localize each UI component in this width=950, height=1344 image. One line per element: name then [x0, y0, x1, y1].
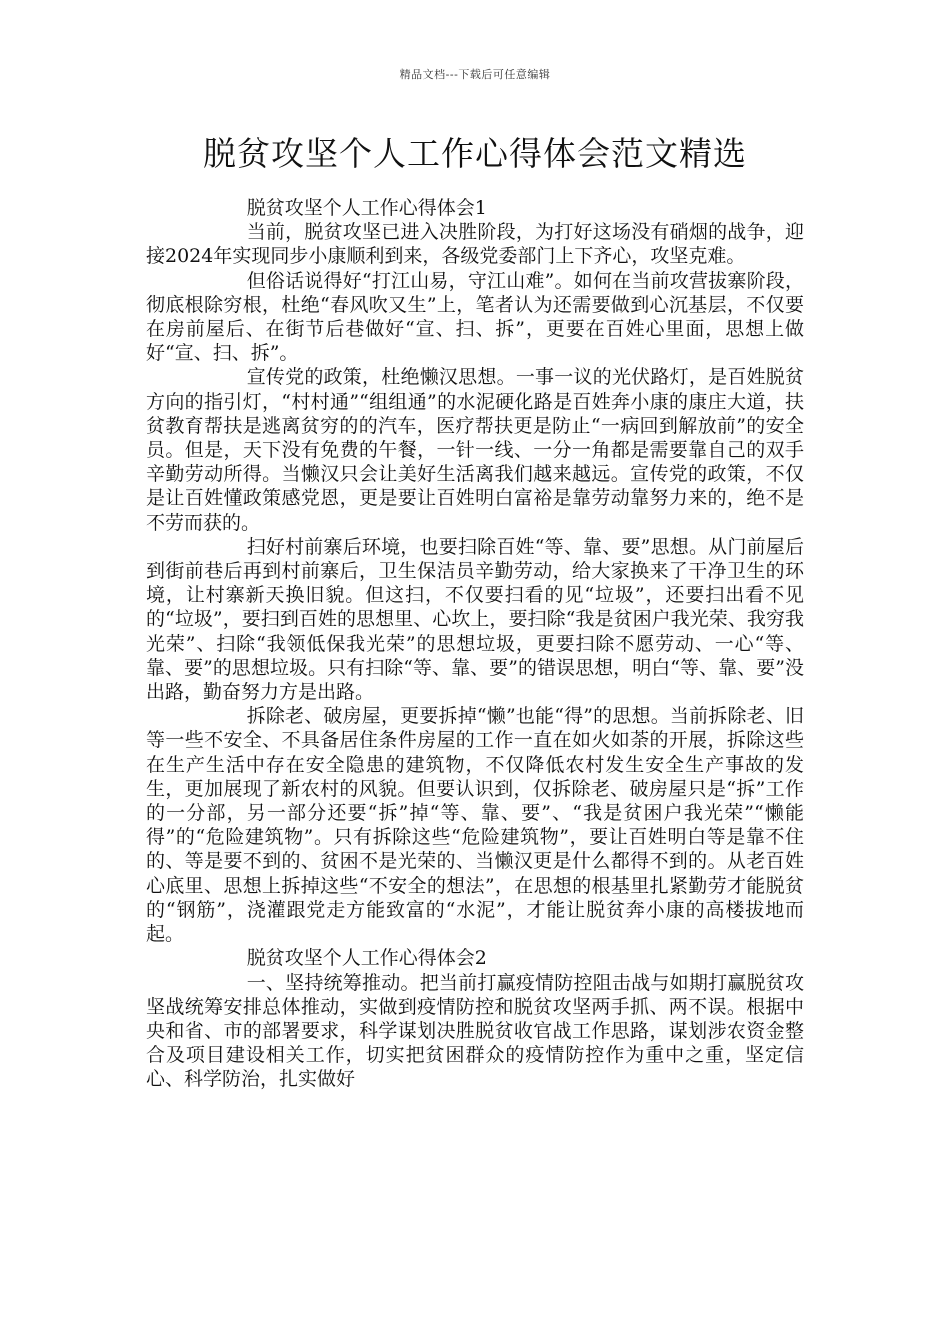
section-heading-1: 脱贫攻坚个人工作心得体会1	[246, 197, 487, 219]
paragraph: 拆除老、破房屋，更要拆掉“懒”也能“得”的思想。当前拆除老、旧等一些不安全、不具备居住条件房屋的工作一直在如火如荼的开展，拆除这些在生产生活中存在安全隐患的建筑物，不仅降低农村发生安全生产事故的发生，更加展现了新农村的风貌。但要认识到，仅拆除老、破房屋只是“拆”工作的一分部，另一部分还要“拆”掉“等、靠、要”、“我是贫困户我光荣”“懒能得”的“危险建筑物”。只有拆除这些“危险建筑物”，要让百姓明白等是靠不住的、等是要不到的、贫困不是光荣的、当懒汉更是什么都得不到的。从老百姓心底里、思想上拆掉这些“不安全的想法”，在思想的根基里扎紧勤劳才能脱贫的“钢筋”，浇灌跟党走方能致富的“水泥”，才能让脱贫奔小康的高楼拔地而起。	[146, 705, 804, 946]
paragraph: 宣传党的政策，杜绝懒汉思想。一事一议的光伏路灯，是百姓脱贫方向的指引灯，“村村通”“组组通”的水泥硬化路是百姓奔小康的康庄大道，扶贫教育帮扶是逃离贫穷的的汽车，医疗帮扶更是防止“一病回到解放前”的安全员。但是，天下没有免费的午餐，一针一线、一分一角都是需要靠自己的双手辛勤劳动所得。当懒汉只会让美好生活离我们越来越远。宣传党的政策，不仅是让百姓懂政策感党恩，更是要让百姓明白富裕是靠劳动靠努力来的，绝不是不劳而获的。	[146, 366, 804, 534]
document-body	[146, 196, 804, 1092]
paragraph: 当前，脱贫攻坚已进入决胜阶段，为打好这场没有硝烟的战争，迎接2024年实现同步小康顺利到来，各级党委部门上下齐心，攻坚克难。	[146, 221, 804, 268]
section-heading-2: 脱贫攻坚个人工作心得体会2	[246, 947, 487, 970]
document-title: 脱贫攻坚个人工作心得体会范文精选	[203, 134, 747, 173]
paragraph: 一、坚持统筹推动。把当前打赢疫情防控阻击战与如期打赢脱贫攻坚战统筹安排总体推动，实做到疫情防控和脱贫攻坚两手抓、两不误。根据中央和省、市的部署要求，科学谋划决胜脱贫收官战工作思路，谋划涉农资金整合及项目建设相关工作，切实把贫困群众的疫情防控作为重中之重，坚定信心、科学防治，扎实做好	[146, 971, 804, 1091]
paragraph: 扫好村前寨后环境，也要扫除百姓“等、靠、要”思想。从门前屋后到街前巷后再到村前寨后，卫生保洁员辛勤劳动，给大家换来了干净卫生的环境，让村寨新天换旧貌。但这扫，不仅要扫看的见“垃圾”，还要扫出看不见的“垃圾”，要扫到百姓的思想里、心坎上，要扫除“我是贫困户我光荣、我穷我光荣”、扫除“我领低保我光荣”的思想垃圾，更要扫除不愿劳动、一心“等、靠、要”的思想垃圾。只有扫除“等、靠、要”的错误思想，明白“等、靠、要”没出路，勤奋努力方是出路。	[146, 535, 804, 704]
page-header: 精品文档---下载后可任意编辑	[399, 68, 551, 81]
paragraph: 但俗话说得好“打江山易，守江山难”。如何在当前攻营拔寨阶段，彻底根除穷根，杜绝“春风吹又生”上，笔者认为还需要做到心沉基层，不仅要在房前屋后、在街节后巷做好“宣、扫、拆”，更要在百姓心里面，思想上做好“宣、扫、拆”。	[146, 269, 804, 365]
